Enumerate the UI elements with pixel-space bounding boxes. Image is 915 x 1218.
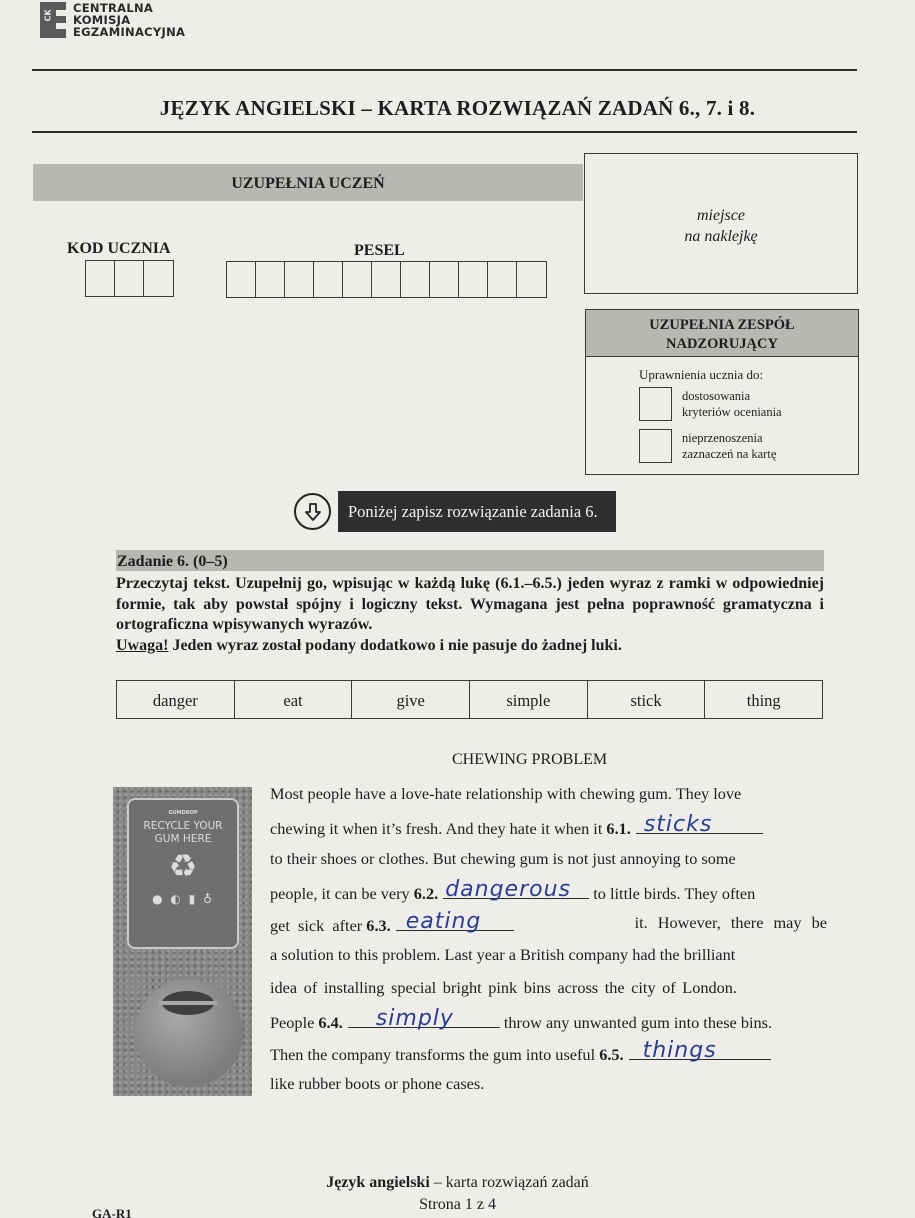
note-text: Jeden wyraz został podany dodatkowo i nie pasuje do żadnej luki. bbox=[168, 636, 622, 654]
pesel-cell[interactable] bbox=[488, 262, 517, 297]
word-option: simple bbox=[470, 681, 588, 718]
sticker-placeholder: miejsce na naklejkę bbox=[584, 153, 858, 294]
instruction-banner bbox=[294, 491, 616, 532]
student-section-header: UZUPEŁNIA UCZEŃ bbox=[33, 164, 583, 201]
pesel-cell[interactable] bbox=[517, 262, 546, 297]
student-code-label: KOD UCZNIA bbox=[67, 240, 171, 257]
text-line: to their shoes or clothes. But chewing gum is not just annoying to some bbox=[270, 849, 736, 868]
text-line: idea of installing special bright pink bins across the city of London. bbox=[270, 978, 738, 997]
no-transfer-checkbox[interactable] bbox=[639, 429, 672, 463]
gap-6-3-input[interactable]: eating bbox=[396, 913, 514, 931]
footer-subject: Język angielski – karta rozwiązań zadań bbox=[326, 1174, 589, 1191]
text-line: like rubber boots or phone cases. bbox=[270, 1074, 485, 1093]
gap-6-2-input[interactable]: dangerous bbox=[443, 881, 589, 899]
gap-6-1-input[interactable]: sticks bbox=[636, 816, 763, 834]
word-option: stick bbox=[588, 681, 706, 718]
pesel-cell[interactable] bbox=[256, 262, 285, 297]
pesel-boxes bbox=[226, 261, 547, 298]
supervisor-intro: Uprawnienia ucznia do: bbox=[639, 367, 764, 382]
down-arrow-circle-icon bbox=[294, 493, 331, 530]
logo-text: CENTRALNA KOMISJA EGZAMINACYJNA bbox=[73, 1, 186, 39]
pesel-cell[interactable] bbox=[227, 262, 256, 297]
note-label: Uwaga! bbox=[116, 636, 169, 654]
title-bottom-rule bbox=[32, 131, 857, 133]
page-title: JĘZYK ANGIELSKI – KARTA ROZWIĄZAŃ ZADAŃ 6., 7. i 8. bbox=[159, 96, 756, 120]
student-code-cell[interactable] bbox=[144, 261, 173, 296]
top-rule bbox=[32, 69, 857, 71]
option-adjust-criteria: dostosowania kryteriów oceniania bbox=[639, 387, 782, 421]
cke-logo bbox=[40, 2, 185, 38]
adjust-criteria-checkbox[interactable] bbox=[639, 387, 672, 421]
exam-code: GA-R1 bbox=[92, 1206, 132, 1218]
text-line: People 6.4. simply throw any unwanted gum into these bins. bbox=[270, 1006, 773, 1032]
task-instruction: Przeczytaj tekst. Uzupełnij go, wpisując w każdą lukę (6.1.–6.5.) jeden wyraz z ramki w odpowiedniej formie, tak aby powstał spójny i logiczny tekst. Wymagana jest pełna poprawność gramatyczna i ortograficzna wpisywanych wyrazów. Uwaga! Jeden wyraz został podany dodatkowo i nie pasuje do żadnej luki. bbox=[116, 575, 824, 654]
student-code-cell[interactable] bbox=[86, 261, 115, 296]
student-code-cell[interactable] bbox=[115, 261, 144, 296]
page-number: Strona 1 z 4 bbox=[419, 1196, 496, 1213]
student-code-boxes bbox=[85, 260, 174, 297]
text-line: Then the company transforms the gum into useful 6.5. things bbox=[270, 1042, 827, 1064]
supervisor-section-header: UZUPEŁNIA ZESPÓŁ NADZORUJĄCY bbox=[586, 310, 858, 357]
product-icons: ● ◐ ▮ ♁ bbox=[152, 892, 214, 906]
word-option: give bbox=[352, 681, 470, 718]
recycle-icon: ♻ bbox=[168, 847, 198, 885]
pesel-cell[interactable] bbox=[285, 262, 314, 297]
text-line: a solution to this problem. Last year a British company had the brilliant bbox=[270, 945, 736, 964]
pesel-cell[interactable] bbox=[401, 262, 430, 297]
cke-logo-mark-icon: CK bbox=[40, 2, 66, 38]
gap-6-5-input[interactable]: things bbox=[629, 1042, 771, 1060]
pesel-cell[interactable] bbox=[343, 262, 372, 297]
pesel-cell[interactable] bbox=[459, 262, 488, 297]
recycle-sign: GUMDROP RECYCLE YOUR GUM HERE ♻ ● ◐ ▮ ♁ bbox=[127, 798, 239, 949]
banner-text: Poniżej zapisz rozwiązanie zadania 6. bbox=[338, 491, 616, 532]
pesel-cell[interactable] bbox=[314, 262, 343, 297]
option-no-transfer: nieprzenoszenia zaznaczeń na kartę bbox=[639, 429, 776, 463]
word-option: danger bbox=[117, 681, 235, 718]
word-option: eat bbox=[235, 681, 353, 718]
word-option: thing bbox=[746, 691, 781, 710]
task-title: Zadanie 6. (0–5) bbox=[117, 553, 228, 570]
pesel-cell[interactable] bbox=[430, 262, 459, 297]
pesel-label: PESEL bbox=[354, 242, 405, 259]
supervisor-section bbox=[585, 309, 859, 475]
text-line: people, it can be very 6.2. dangerous to little birds. They often bbox=[270, 877, 756, 903]
gap-6-4-input[interactable]: simply bbox=[348, 1010, 500, 1028]
word-box bbox=[116, 680, 823, 719]
text-line: chewing it when it’s fresh. And they hate it when it 6.1. sticks bbox=[270, 816, 827, 838]
reading-title: CHEWING PROBLEM bbox=[452, 751, 608, 768]
pesel-cell[interactable] bbox=[372, 262, 401, 297]
gum-recycling-bin-photo bbox=[113, 787, 252, 1096]
text-line: Most people have a love-hate relationship with chewing gum. They love bbox=[270, 784, 742, 803]
text-line: get sick after 6.3. eating it. However, there may be bbox=[270, 909, 827, 935]
